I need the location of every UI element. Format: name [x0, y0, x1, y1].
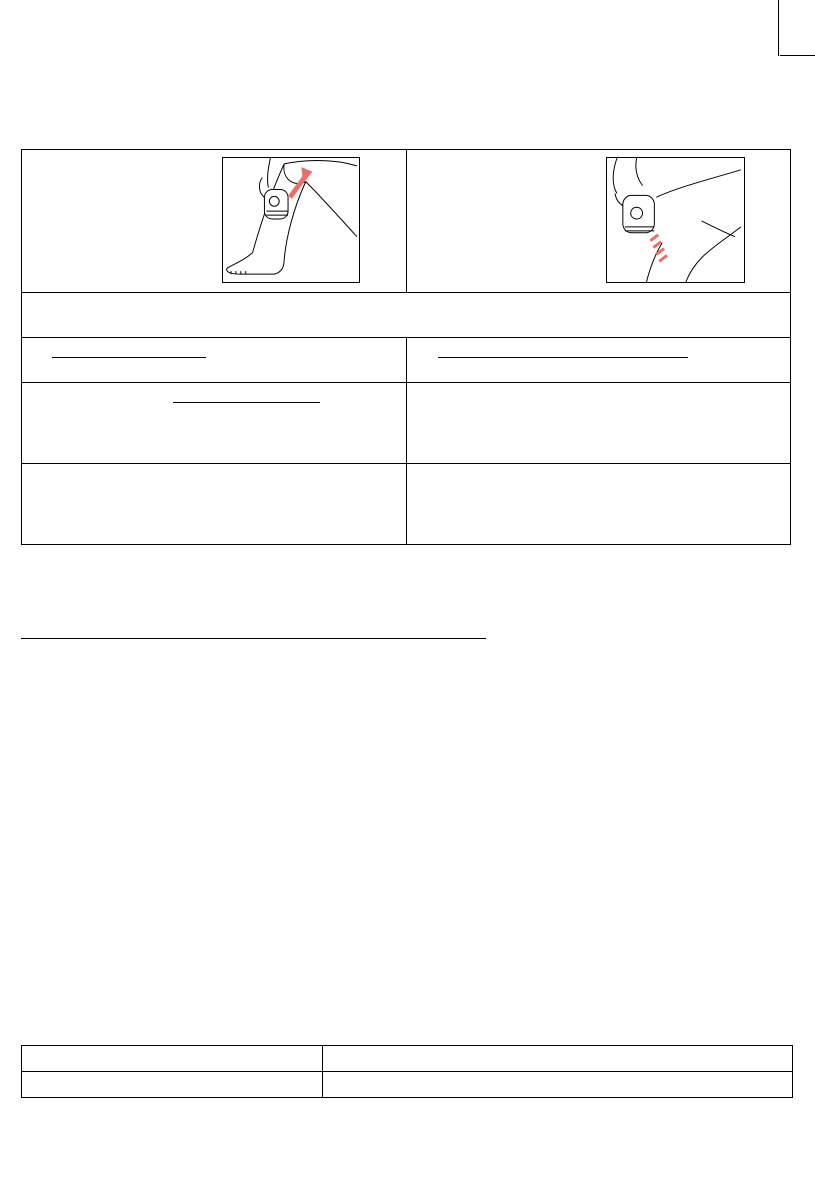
section-underline	[21, 638, 486, 639]
crop-mark-vertical	[778, 0, 779, 56]
crop-mark-horizontal	[780, 55, 815, 56]
upper-table-divider-1	[406, 149, 407, 292]
leg-epilation-illustration	[222, 157, 360, 283]
upper-table-row-line-3	[21, 382, 791, 383]
cell-underline-1	[52, 357, 206, 358]
upper-table-divider-2	[406, 337, 407, 545]
upper-table-row-line-4	[21, 463, 791, 464]
upper-table-row-line-1	[21, 292, 791, 293]
cell-underline-3	[173, 402, 320, 403]
lower-table-row-line	[21, 1071, 793, 1072]
cell-underline-2	[438, 357, 688, 358]
upper-table-row-line-2	[21, 337, 791, 338]
underarm-treatment-illustration	[606, 157, 745, 283]
